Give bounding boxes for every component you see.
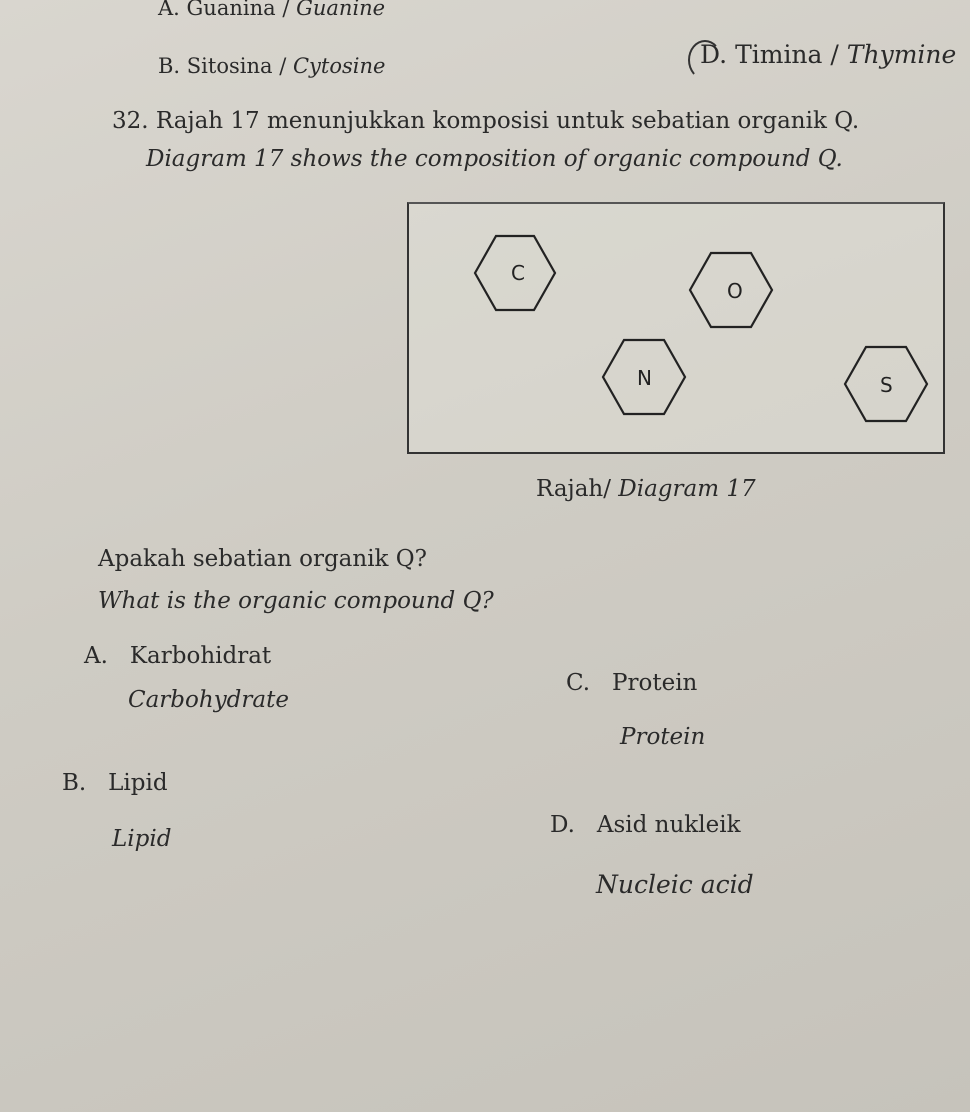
- hexagon-label-s: S: [880, 373, 893, 397]
- option-a-english: Carbohydrate: [128, 687, 289, 713]
- hexagon-label-n: N: [637, 366, 652, 390]
- option-a: A. Karbohidrat: [84, 643, 272, 669]
- option-d: D. Asid nukleik: [550, 812, 741, 838]
- hexagon-label-o: O: [727, 279, 743, 303]
- option-b-english: Lipid: [112, 826, 172, 852]
- option-c-english: Protein: [620, 724, 706, 750]
- prev-option-a: A. Guanina / Guanine: [158, 0, 386, 20]
- diagram-caption: Rajah/ Diagram 17: [536, 476, 756, 502]
- option-c: C. Protein: [566, 670, 698, 696]
- option-b: B. Lipid: [62, 770, 168, 796]
- prev-option-b: B. Sitosina / Cytosine: [158, 54, 386, 78]
- prev-option-d: D. Timina / Thymine: [700, 40, 957, 69]
- question-text-english: Diagram 17 shows the composition of organic compound Q.: [146, 146, 843, 172]
- option-d-english: Nucleic acid: [596, 870, 754, 899]
- question-text-malay: 32. Rajah 17 menunjukkan komposisi untuk sebatian organik Q.: [112, 108, 860, 134]
- prompt-english: What is the organic compound Q?: [98, 588, 494, 614]
- prompt-malay: Apakah sebatian organik Q?: [98, 546, 427, 572]
- hexagon-label-c: C: [511, 261, 525, 285]
